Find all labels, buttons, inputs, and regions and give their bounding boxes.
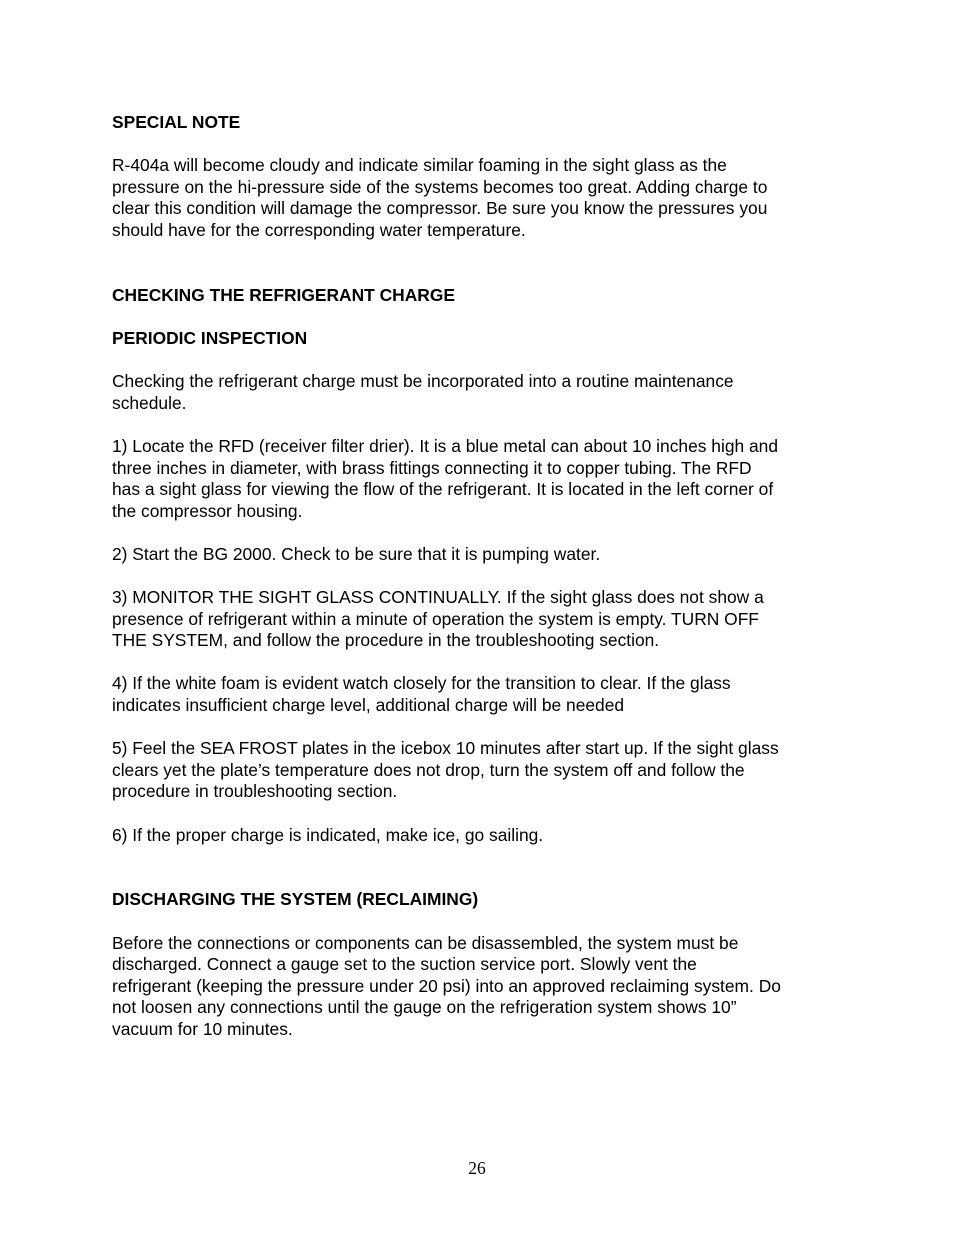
step-2-paragraph xyxy=(112,544,847,566)
text-line: clear this condition will damage the compressor. Be sure you know the pressures you xyxy=(112,198,768,219)
step-3-paragraph xyxy=(112,587,847,652)
page-content xyxy=(112,112,847,1041)
text-line: should have for the corresponding water temperature. xyxy=(112,219,526,240)
text-line: indicates insufficient charge level, additional charge will be needed xyxy=(112,695,625,716)
text-line: 2) Start the BG 2000. Check to be sure that it is pumping water. xyxy=(112,543,601,564)
text-line: discharged. Connect a gauge set to the suction service port. Slowly vent the xyxy=(112,954,697,975)
text-line: 1) Locate the RFD (receiver filter drier). It is a blue metal can about 10 inches high and xyxy=(112,435,779,456)
text-line: R-404a will become cloudy and indicate similar foaming in the sight glass as the xyxy=(112,155,727,176)
text-line: refrigerant (keeping the pressure under 20 psi) into an approved reclaiming system. Do xyxy=(112,975,781,996)
text-line: procedure in troubleshooting section. xyxy=(112,781,398,802)
text-line: the compressor housing. xyxy=(112,500,303,521)
step-1-paragraph xyxy=(112,436,847,522)
text-line: clears yet the plate’s temperature does not drop, turn the system off and follow the xyxy=(112,759,745,780)
special-note-paragraph xyxy=(112,155,847,241)
step-5-paragraph xyxy=(112,738,847,803)
text-line: schedule. xyxy=(112,392,187,413)
text-line: three inches in diameter, with brass fittings connecting it to copper tubing. The RFD xyxy=(112,457,752,478)
text-line: Before the connections or components can be disassembled, the system must be xyxy=(112,932,739,953)
text-line: 6) If the proper charge is indicated, make ice, go sailing. xyxy=(112,824,544,845)
page-number: 26 xyxy=(468,1158,486,1178)
text-line: 3) MONITOR THE SIGHT GLASS CONTINUALLY. If the sight glass does not show a xyxy=(112,587,764,608)
special-note-heading: SPECIAL NOTE xyxy=(112,112,241,132)
discharging-paragraph xyxy=(112,933,847,1041)
text-line: has a sight glass for viewing the flow of the refrigerant. It is located in the left corner of xyxy=(112,479,774,500)
text-line: 5) Feel the SEA FROST plates in the icebox 10 minutes after start up. If the sight glass xyxy=(112,738,779,759)
text-line: THE SYSTEM, and follow the procedure in the troubleshooting section. xyxy=(112,630,660,651)
checking-charge-heading: CHECKING THE REFRIGERANT CHARGE xyxy=(112,284,455,305)
step-4-paragraph xyxy=(112,673,847,716)
periodic-inspection-heading: PERIODIC INSPECTION xyxy=(112,327,308,348)
inspection-intro-paragraph xyxy=(112,371,847,414)
step-6-paragraph xyxy=(112,825,847,847)
text-line: vacuum for 10 minutes. xyxy=(112,1018,293,1039)
discharging-heading: DISCHARGING THE SYSTEM (RECLAIMING) xyxy=(112,889,479,910)
text-line: 4) If the white foam is evident watch closely for the transition to clear. If the glass xyxy=(112,673,731,694)
text-line: Checking the refrigerant charge must be incorporated into a routine maintenance xyxy=(112,371,734,392)
text-line: not loosen any connections until the gauge on the refrigeration system shows 10” xyxy=(112,997,737,1018)
text-line: presence of refrigerant within a minute of operation the system is empty. TURN OFF xyxy=(112,608,759,629)
text-line: pressure on the hi-pressure side of the systems becomes too great. Adding charge to xyxy=(112,176,768,197)
